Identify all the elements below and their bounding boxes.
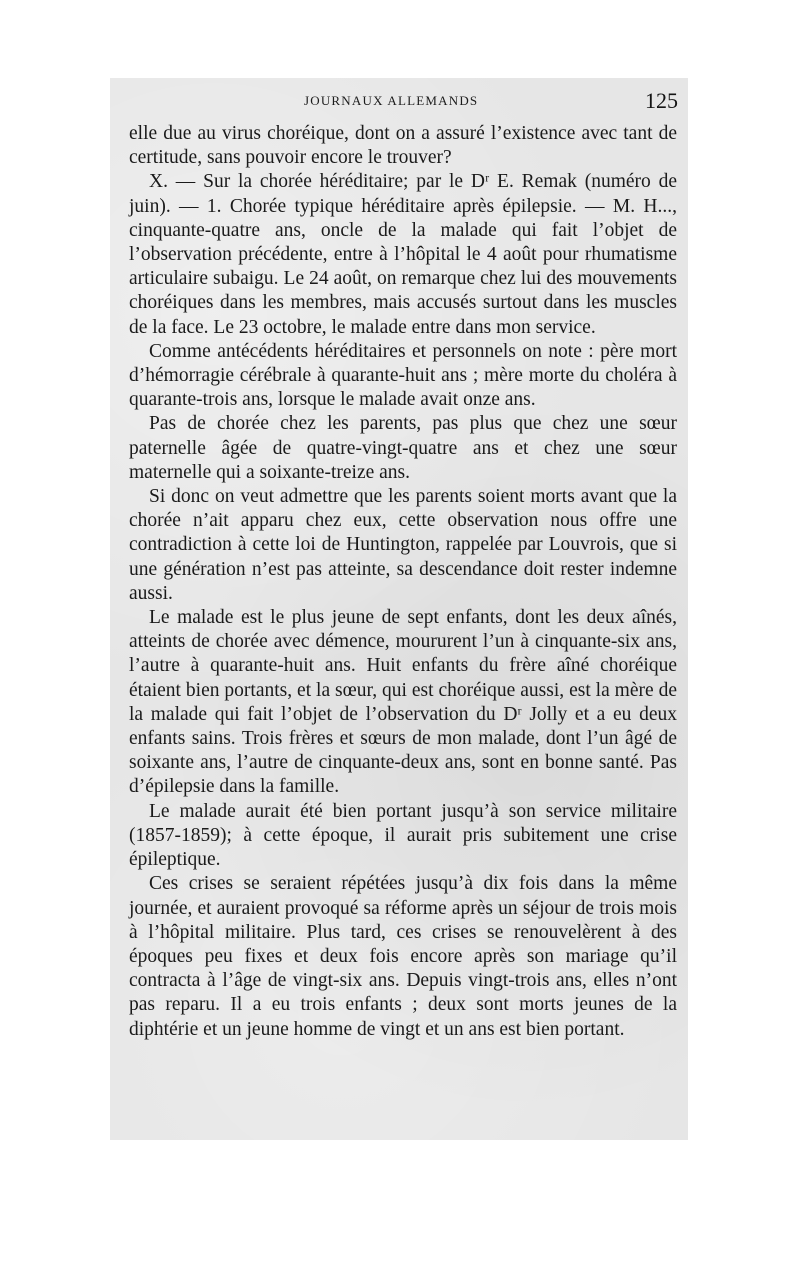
paragraph: Pas de chorée chez les parents, pas plus que chez une sœur paternelle âgée de quatre-vingt-quatre ans et chez une sœur maternelle qui a soixante-treize ans.	[129, 413, 677, 483]
page-header	[110, 88, 688, 114]
page-number: 125	[645, 88, 678, 113]
paragraph: elle due au virus choréique, dont on a assuré l’existence avec tant de certitude, sans pouvoir encore le trouver?	[129, 123, 677, 169]
paragraph: Comme antécédents héréditaires et personnels on note : père mort d’hémorragie cérébrale à quarante-huit ans ; mère morte du choléra à quarante-trois ans, lorsque le malade avait onze ans.	[129, 340, 677, 411]
paragraph: Le malade est le plus jeune de sept enfants, dont les deux aînés, atteints de chorée avec démence, moururent l’un à cinquante-six ans, l’autre à quarante-huit ans. Huit enfants du frère aîné choréique étaient bien portants, et la sœur, qui est choréique aussi, est la mère de la malade qui fait l’objet de l’observation du Dʳ Jolly et a eu deux enfants sains. Trois frères et sœurs de mon malade, dont l’un âgé de soixante ans, l’autre de cinquante-deux ans, sont en bonne santé. Pas d’épilepsie dans la famille.	[129, 607, 677, 798]
paragraph: X. — Sur la chorée héréditaire; par le Dʳ E. Remak (numéro de juin). — 1. Chorée typique héréditaire après épilepsie. — M. H..., cinquante-quatre ans, oncle de la malade qui fait l’objet de l’observation précédente, entre à l’hôpital le 4 août pour rhumatisme articulaire subaigu. Le 24 août, on remarque chez lui des mouvements choréiques dans les membres, mais accusés surtout dans les muscles de la face. Le 23 octobre, le malade entre dans mon service.	[129, 171, 677, 338]
running-head: JOURNAUX ALLEMANDS	[304, 93, 479, 108]
paragraph: Le malade aurait été bien portant jusqu’à son service militaire (1857-1859); à cette époque, il aurait pris subitement une crise épileptique.	[129, 800, 677, 871]
body-text	[129, 122, 677, 1042]
paragraph: Ces crises se seraient répétées jusqu’à dix fois dans la même journée, et auraient provoqué sa réforme après un séjour de trois mois à l’hôpital militaire. Plus tard, ces crises se renouvelèrent à des époques peu fixes et deux fois encore après son mariage qu’il contracta à l’âge de vingt-six ans. Depuis vingt-trois ans, elles n’ont pas reparu. Il a eu trois enfants ; deux sont morts jeunes de la diphtérie et un jeune homme de vingt et un ans est bien portant.	[129, 873, 677, 1040]
paragraph: Si donc on veut admettre que les parents soient morts avant que la chorée n’ait apparu chez eux, cette observation nous offre une contradiction à cette loi de Huntington, rappelée par Louvrois, que si une génération n’est pas atteinte, sa descendance doit rester indemne aussi.	[129, 486, 677, 604]
book-page	[110, 78, 688, 1140]
